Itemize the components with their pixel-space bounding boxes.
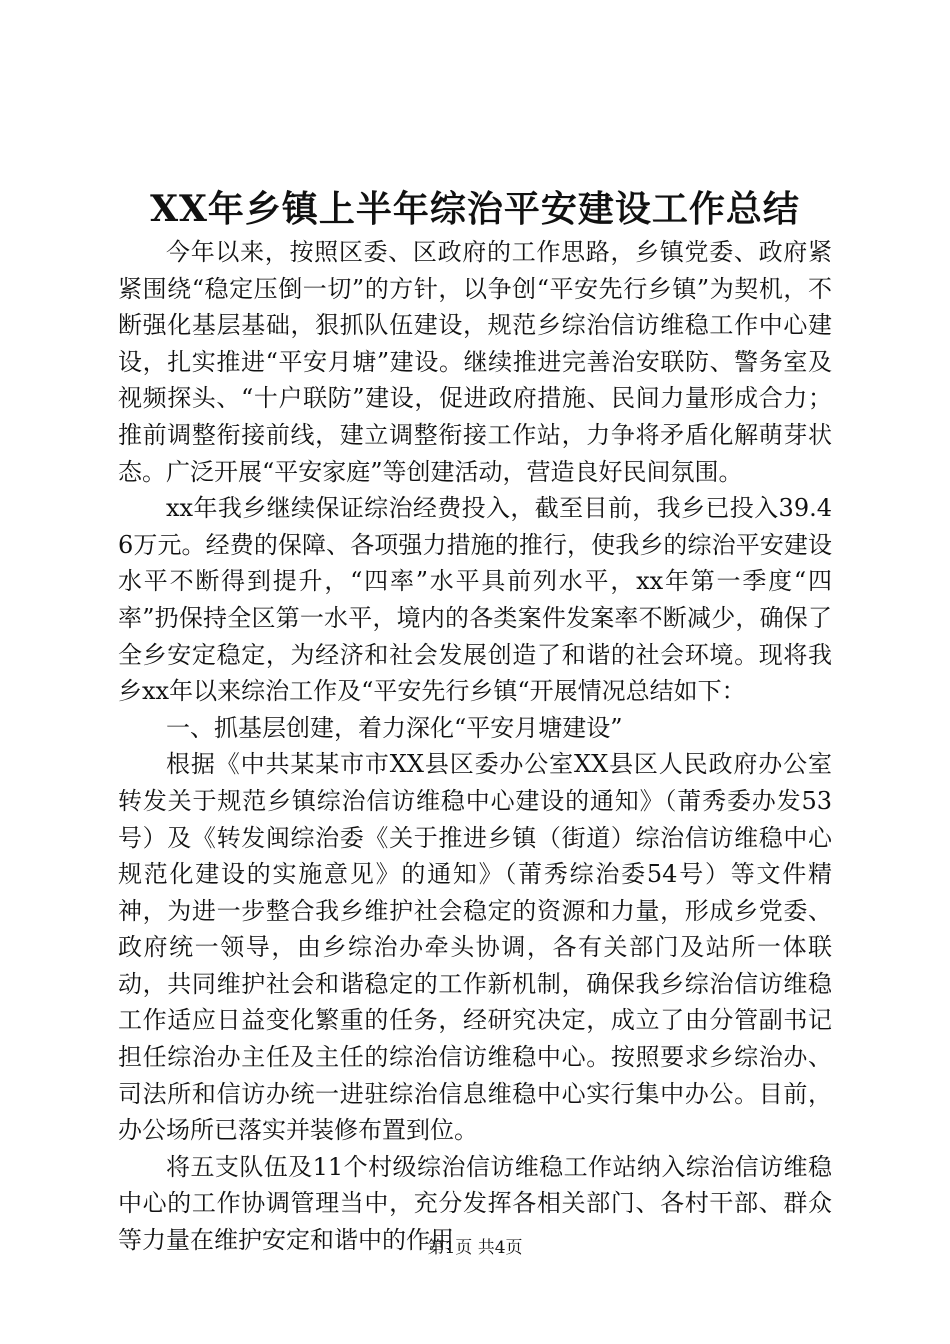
section-heading-1: 一、抓基层创建，着力深化“平安月塘建设” bbox=[166, 713, 623, 742]
page-footer: 第1页 共4页 bbox=[427, 1238, 523, 1258]
paragraph-intro: 今年以来，按照区委、区政府的工作思路，乡镇党委、政府紧紧围绕“稳定压倒一切”的方针，以争创“平安先行乡镇”为契机，不断强化基层基础，狠抓队伍建设，规范乡综治信访维稳工作中心建设，扎实推进“平安月塘”建设。继续推进完善治安联防、警务室及视频探头、“十户联防”建设，促进政府措施、民间力量形成合力；推前调整衔接前线，建立调整衔接工作站，力争将矛盾化解萌芽状态。广泛开展“平安家庭”等创建活动，营造良好民间氛围。 bbox=[118, 238, 832, 486]
paragraph-teams: 将五支队伍及11个村级综治信访维稳工作站纳入综治信访维稳中心的工作协调管理当中，充分发挥各相关部门、各村干部、群众等力量在维护安定和谐中的作用 bbox=[118, 1152, 832, 1255]
paragraph-funding: xx年我乡继续保证综治经费投入，截至目前，我乡已投入39.46万元。经费的保障、各项强力措施的推行，使我乡的综治平安建设水平不断得到提升，“四率”水平具前列水平，xx年第一季度“四率”扔保持全区第一水平，境内的各类案件发案率不断减少，确保了全乡安定稳定，为经济和社会发展创造了和谐的社会环境。现将我乡xx年以来综治工作及“平安先行乡镇“开展情况总结如下： bbox=[118, 494, 832, 706]
document-title: XX年乡镇上半年综治平安建设工作总结 bbox=[150, 188, 800, 230]
document-body bbox=[118, 234, 832, 1259]
paragraph-basis: 根据《中共某某市市XX县区委办公室XX县区人民政府办公室转发关于规范乡镇综治信访维稳中心建设的通知》（莆秀委办发53号）及《转发闽综治委《关于推进乡镇（街道）综治信访维稳中心规范化建设的实施意见》的通知》（莆秀综治委54号）等文件精神，为进一步整合我乡维护社会稳定的资源和力量，形成乡党委、政府统一领导，由乡综治办牵头协调，各有关部门及站所一体联动，共同维护社会和谐稳定的工作新机制，确保我乡综治信访维稳工作适应日益变化繁重的任务，经研究决定，成立了由分管副书记担任综治办主任及主任的综治信访维稳中心。按照要求乡综治办、司法所和信访办统一进驻综治信息维稳中心实行集中办公。目前，办公场所已落实并装修布置到位。 bbox=[118, 750, 832, 1145]
